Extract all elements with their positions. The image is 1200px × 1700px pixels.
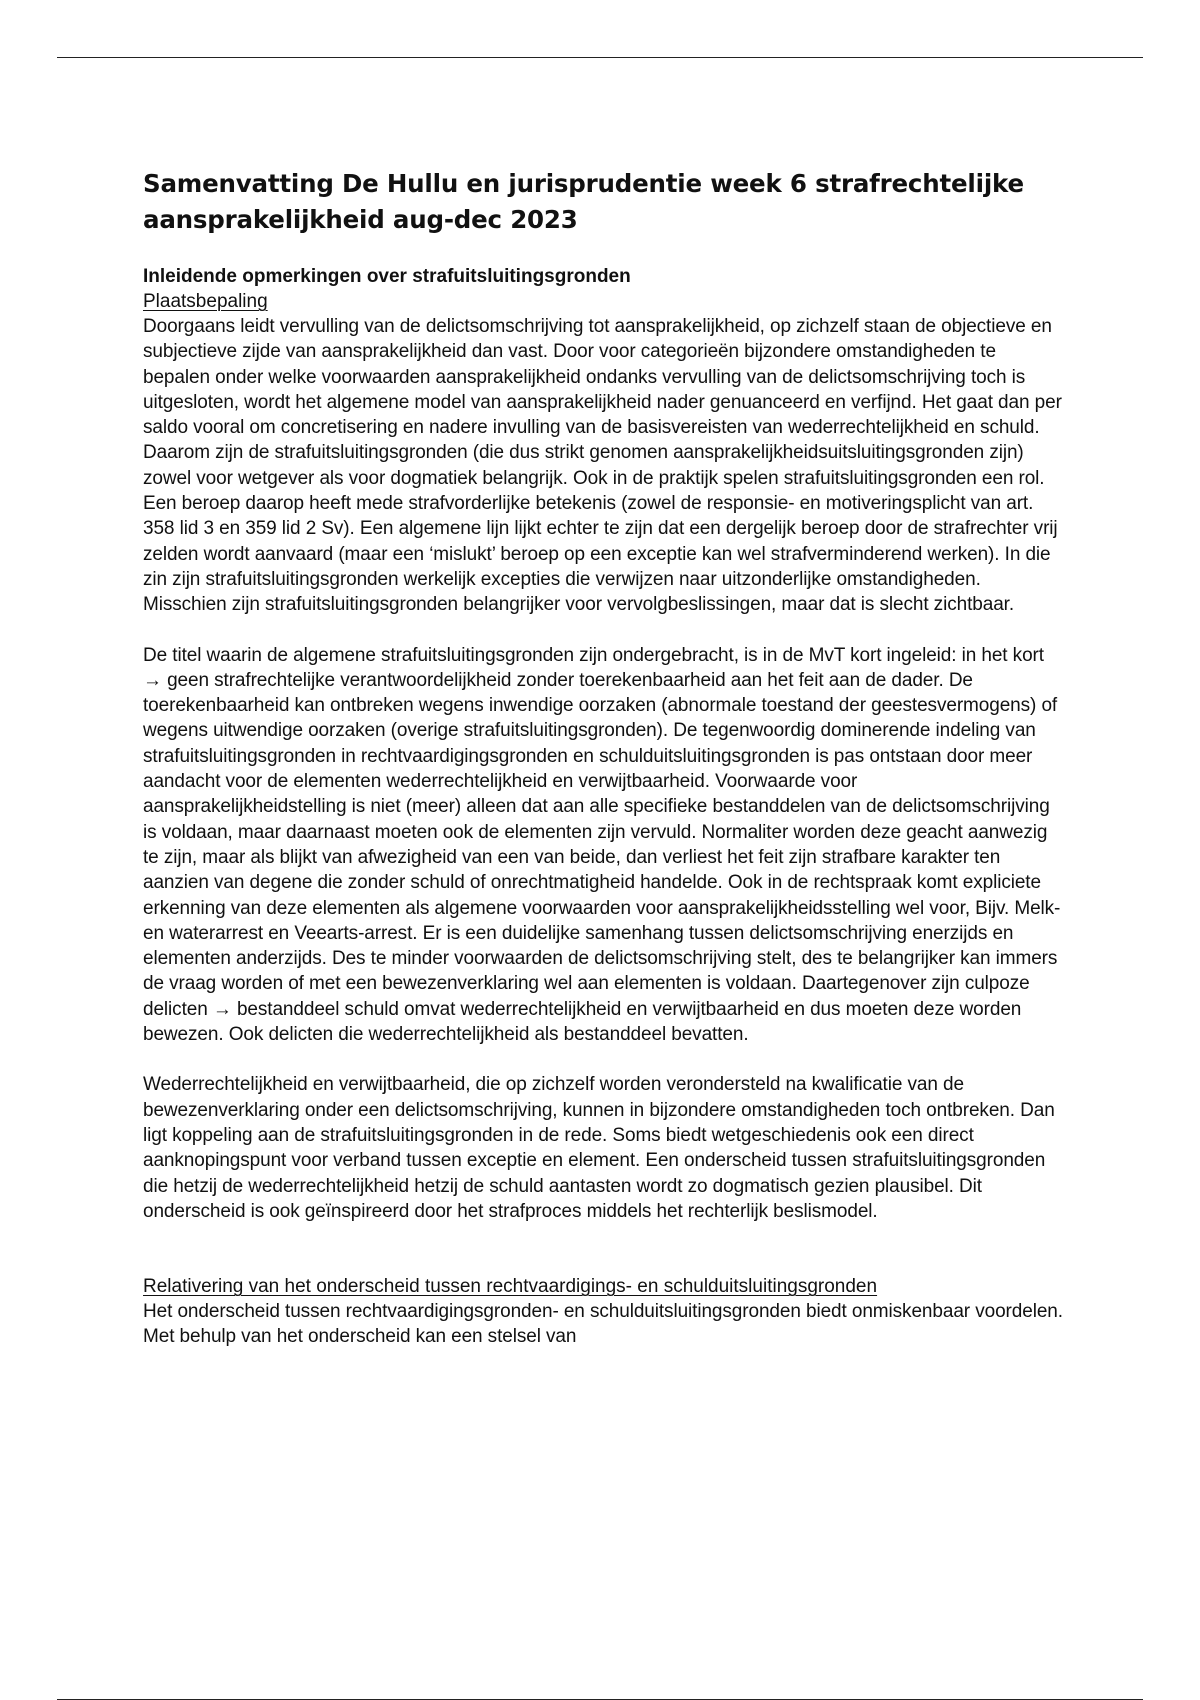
document-title: Samenvatting De Hullu en jurisprudentie week 6 strafrechtelijke aansprakelijkheid aug-dec 2023 xyxy=(143,169,1024,234)
paragraph-1: Doorgaans leidt vervulling van de delictsomschrijving tot aansprakelijkheid, op zichzelf staan de objectieve en subjectieve zijde van aansprakelijkheid dan vast. Door voor categorieën bijzondere omstandigheden te bepalen onder welke voorwaarden aansprakelijkheid ondanks vervulling van de delictsomschrijving toch is uitgesloten, wordt het algemene model van aansprakelijkheid nader genuanceerd en verfijnd. Het gaat dan per saldo vooral om concretisering en nadere invulling van de basisvereisten van wederrechtelijkheid en schuld. Daarom zijn de strafuitsluitingsgronden (die dus strikt genomen aansprakelijkheidsuitsluitingsgronden zijn) zowel voor wetgever als voor dogmatiek belangrijk. Ook in de praktijk spelen strafuitsluitingsgronden een rol. Een beroep daarop heeft mede strafvorderlijke betekenis (zowel de responsie- en motiveringsplicht van art. 358 lid 3 en 359 lid 2 Sv). Een algemene lijn lijkt echter te zijn dat een dergelijk beroep door de strafrechter vrij zelden wordt aanvaard (maar een ‘mislukt’ beroep op een exceptie kan wel strafverminderend werken). In die zin zijn strafuitsluitingsgronden werkelijk excepties die verwijzen naar uitzonderlijke omstandigheden. Misschien zijn strafuitsluitingsgronden belangrijker voor vervolgbeslissingen, maar dat is slecht zichtbaar. xyxy=(143,316,1062,616)
paragraph-4: Het onderscheid tussen rechtvaardigingsgronden- en schulduitsluitingsgronden biedt onmiskenbaar voordelen. Met behulp van het onderscheid kan een stelsel van xyxy=(143,1301,1063,1348)
paragraph-spacer xyxy=(143,618,1065,643)
top-divider xyxy=(57,57,1143,58)
section-heading: Inleidende opmerkingen over strafuitsluitingsgronden xyxy=(143,266,631,287)
paragraph-3: Wederrechtelijkheid en verwijtbaarheid, die op zichzelf worden verondersteld na kwalificatie van de bewezenverklaring onder een delictsomschrijving, kunnen in bijzondere omstandigheden toch ontbreken. Dan ligt koppeling aan de strafuitsluitingsgronden in de rede. Soms biedt wetgeschiedenis ook een direct aanknopingspunt voor verband tussen exceptie en element. Een onderscheid tussen strafuitsluitingsgronden die hetzij de wederrechtelijkheid hetzij de schuld aantasten wordt zo dogmatisch gezien plausibel. Dit onderscheid is ook geïnspireerd door het strafproces middels het rechterlijk beslismodel. xyxy=(143,1074,1055,1222)
document-body xyxy=(143,166,1065,1350)
section-spacer xyxy=(143,1224,1065,1274)
paragraph-2: De titel waarin de algemene strafuitsluitingsgronden zijn ondergebracht, is in de MvT kort ingeleid: in het kort → geen strafrechtelijke verantwoordelijkheid zonder toerekenbaarheid aan het feit aan de dader. De toerekenbaarheid kan ontbreken wegens inwendige oorzaken (abnormale toestand der geestesvermogens) of wegens uitwendige oorzaken (overige strafuitsluitingsgronden). De tegenwoordig dominerende indeling van strafuitsluitingsgronden in rechtvaardigingsgronden en schulduitsluitingsgronden is pas ontstaan door meer aandacht voor de elementen wederrechtelijkheid en verwijtbaarheid. Voorwaarde voor aansprakelijkheidstelling is niet (meer) alleen dat aan alle specifieke bestanddelen van de delictsomschrijving is voldaan, maar daarnaast moeten ook de elementen zijn vervuld. Normaliter worden deze geacht aanwezig te zijn, maar als blijkt van afwezigheid van een van beide, dan verliest het feit zijn strafbare karakter ten aanzien van degene die zonder schuld of onrechtmatigheid handelde. Ook in de rechtspraak komt expliciete erkenning van deze elementen als algemene voorwaarden voor aansprakelijkheidsstelling wel voor, Bijv. Melk- en waterarrest en Veearts-arrest. Er is een duidelijke samenhang tussen delictsomschrijving enerzijds en elementen anderzijds. Des te minder voorwaarden de delictsomschrijving stelt, des te belangrijker kan immers de vraag worden of met een bewezenverklaring wel aan elementen is voldaan. Daartegenover zijn culpoze delicten → bestanddeel schuld omvat wederrechtelijkheid en verwijtbaarheid en dus moeten deze worden bewezen. Ook delicten die wederrechtelijkheid als bestanddeel bevatten. xyxy=(143,644,1061,1046)
paragraph-spacer xyxy=(143,1047,1065,1072)
subheading-relativering: Relativering van het onderscheid tussen rechtvaardigings- en schulduitsluitingsgronden xyxy=(143,1276,878,1298)
subheading-plaatsbepaling: Plaatsbepaling xyxy=(143,291,268,312)
